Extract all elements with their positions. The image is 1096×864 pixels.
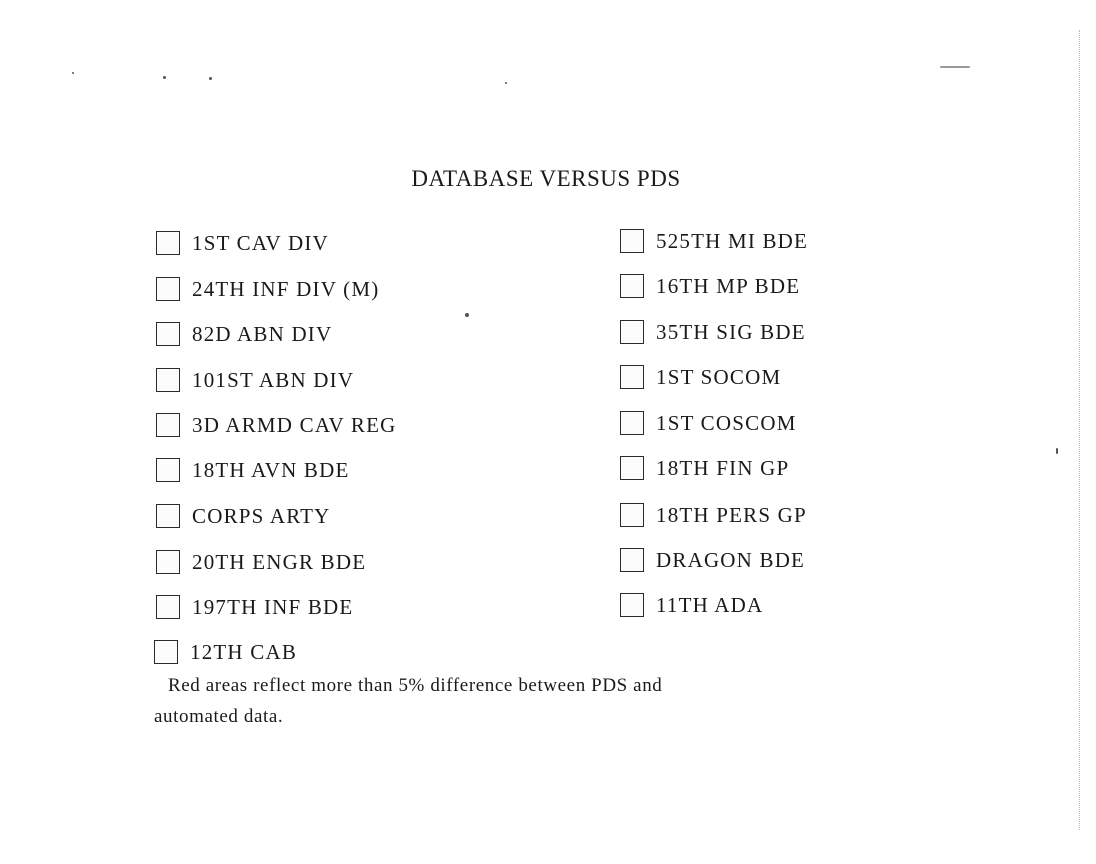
unit-label: 82D ABN DIV	[192, 322, 333, 346]
unit-item	[156, 548, 366, 576]
unit-item	[620, 318, 806, 346]
legend-swatch	[156, 595, 180, 619]
unit-item	[156, 593, 353, 621]
legend-swatch	[620, 503, 644, 527]
legend-swatch	[620, 320, 644, 344]
legend-swatch	[156, 231, 180, 255]
scan-speck	[1056, 448, 1058, 454]
scan-edge-artifact	[1079, 30, 1080, 830]
unit-item	[620, 591, 763, 619]
footnote-line: automated data.	[154, 706, 284, 727]
scan-speck	[209, 77, 212, 80]
legend-swatch	[620, 365, 644, 389]
legend-swatch	[620, 593, 644, 617]
unit-label: 525TH MI BDE	[656, 229, 809, 253]
unit-item	[156, 229, 329, 257]
unit-label: 101ST ABN DIV	[192, 368, 355, 392]
unit-item	[154, 638, 297, 666]
unit-label: 18TH FIN GP	[656, 456, 790, 480]
unit-label: 35TH SIG BDE	[656, 320, 806, 344]
unit-label: CORPS ARTY	[192, 504, 331, 528]
unit-label: 11TH ADA	[656, 593, 764, 617]
unit-label: 12TH CAB	[190, 640, 298, 664]
legend-swatch	[156, 550, 180, 574]
legend-swatch	[156, 277, 180, 301]
unit-item	[620, 454, 789, 482]
unit-label: DRAGON BDE	[656, 548, 806, 572]
footnote-line: Red areas reflect more than 5% difference between PDS and	[168, 675, 663, 696]
unit-item	[620, 363, 781, 391]
legend-swatch	[156, 322, 180, 346]
footnote	[154, 670, 834, 732]
page-title: DATABASE VERSUS PDS	[411, 166, 681, 191]
unit-item	[620, 409, 797, 437]
unit-label: 18TH PERS GP	[656, 503, 807, 527]
legend-swatch	[620, 274, 644, 298]
unit-label: 24TH INF DIV (M)	[192, 277, 380, 301]
unit-item	[156, 502, 331, 530]
unit-item	[620, 272, 800, 300]
unit-label: 20TH ENGR BDE	[192, 550, 367, 574]
legend-swatch	[620, 548, 644, 572]
legend-swatch	[156, 368, 180, 392]
scan-speck	[72, 72, 74, 74]
unit-label: 16TH MP BDE	[656, 274, 801, 298]
unit-item	[156, 275, 379, 303]
unit-item	[620, 546, 805, 574]
unit-item	[156, 456, 350, 484]
scan-speck	[465, 313, 469, 317]
legend-swatch	[154, 640, 178, 664]
scan-speck	[940, 66, 970, 68]
unit-label: 18TH AVN BDE	[192, 458, 350, 482]
unit-item	[156, 320, 332, 348]
legend-swatch	[156, 504, 180, 528]
scan-speck	[505, 82, 507, 84]
unit-label: 1ST CAV DIV	[192, 231, 329, 255]
legend-swatch	[620, 411, 644, 435]
unit-label: 3D ARMD CAV REG	[192, 413, 397, 437]
legend-swatch	[620, 456, 644, 480]
unit-item	[620, 227, 808, 255]
unit-item	[620, 501, 807, 529]
unit-label: 1ST COSCOM	[656, 411, 797, 435]
scan-speck	[163, 76, 166, 79]
legend-swatch	[620, 229, 644, 253]
legend-swatch	[156, 458, 180, 482]
unit-item	[156, 411, 397, 439]
unit-item	[156, 366, 354, 394]
unit-label: 197TH INF BDE	[192, 595, 354, 619]
unit-label: 1ST SOCOM	[656, 365, 782, 389]
legend-swatch	[156, 413, 180, 437]
